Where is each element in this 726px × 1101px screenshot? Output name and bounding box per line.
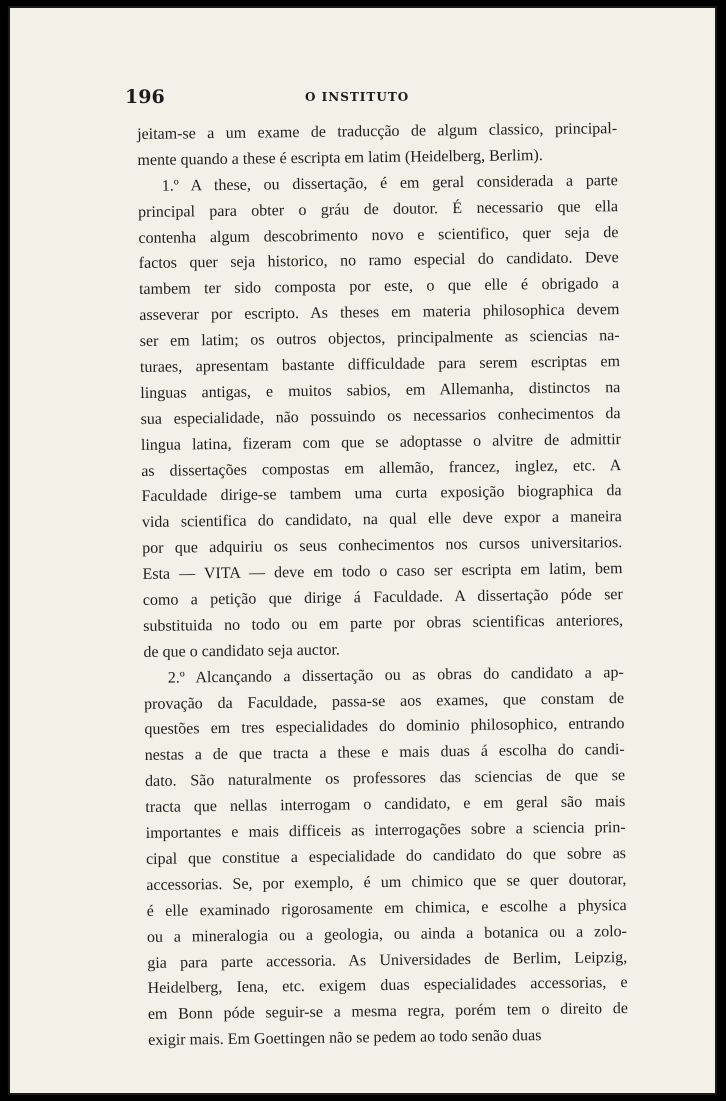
text-line: as dissertações compostas em allemão, francez, inglez, etc. A bbox=[141, 456, 622, 480]
text-line: 1.º A these, ou dissertação, é em geral considerada a parte bbox=[161, 171, 618, 195]
text-line: vida scientifica do candidato, na qual elle deve expor a maneira bbox=[141, 508, 622, 532]
text-line: tracta que nellas interrogam o candidato, e em geral são mais bbox=[145, 793, 626, 817]
text-line: nestas a de que tracta a these e mais duas á escolha do candi- bbox=[144, 741, 625, 765]
text-line: ser em latim; os outros objectos, principalmente as sciencias na- bbox=[139, 327, 620, 351]
text-line: de que o candidato seja auctor. bbox=[143, 641, 340, 661]
page-header bbox=[125, 86, 625, 110]
text-line: Heidelberg, Iena, etc. exigem duas especialidades accessorias, e bbox=[147, 974, 628, 998]
text-line: 2.º Alcançando a dissertação ou as obras do candidato a ap- bbox=[167, 663, 624, 687]
text-line: por que adquiriu os seus conhecimentos nos cursos universitarios. bbox=[142, 534, 623, 558]
text-line: sua especialidade, não possuindo os necessarios conhecimentos da bbox=[140, 404, 621, 428]
text-line: lingua latina, fizeram com que se adoptasse o alvitre de admittir bbox=[140, 430, 622, 454]
text-line: exigir mais. Em Goettingen não se pedem ao todo senão duas bbox=[148, 1027, 542, 1050]
body-text bbox=[137, 116, 628, 1054]
text-line: ou a mineralogia ou a geologia, ou ainda a botanica ou a zolo- bbox=[146, 922, 628, 946]
text-line: em Bonn póde seguir-se a mesma regra, porém tem o direito de bbox=[147, 1000, 628, 1024]
text-line: asseverar por escripto. As theses em materia philosophica devem bbox=[139, 301, 620, 325]
text-line: accessorias. Se, por exemplo, é um chimico que se quer doutorar, bbox=[146, 870, 627, 894]
text-line: é elle examinado rigorosamente em chimica, e escolhe a physica bbox=[146, 896, 627, 920]
text-line: Esta — VITA — deve em todo o caso ser escripta em latim, bem bbox=[142, 560, 623, 584]
text-line: jeitam-se a um exame de traducção de algum classico, principal- bbox=[137, 120, 618, 143]
text-line: linguas antigas, e muitos sabios, em Allemanha, distinctos na bbox=[140, 379, 621, 402]
text-line: mente quando a these é escripta em latim (Heidelberg, Berlim). bbox=[137, 146, 543, 169]
text-line: importantes e mais difficeis as interrogações sobre a sciencia prin- bbox=[145, 819, 626, 842]
text-line: tambem ter sido composta por este, o que elle é obrigado a bbox=[138, 275, 620, 299]
text-line: principal para obter o gráu de doutor. É necessario que ella bbox=[137, 197, 619, 221]
text-line: gia para parte accessoria. As Universidades de Berlim, Leipzig, bbox=[147, 948, 628, 972]
running-title: O INSTITUTO bbox=[305, 90, 410, 104]
paragraph bbox=[138, 168, 624, 666]
text-line: contenha algum descobrimento novo e scientifico, quer seja de bbox=[138, 223, 619, 247]
text-line: Faculdade dirige-se tambem uma curta exposição biographica da bbox=[141, 482, 622, 506]
text-line: substituida no todo ou em parte por obras scientificas anteriores, bbox=[143, 612, 624, 635]
paragraph bbox=[137, 116, 618, 174]
paragraph bbox=[144, 660, 629, 1054]
text-line: factos quer seja historico, no ramo especial do candidato. Deve bbox=[138, 249, 619, 273]
text-line: questões em tres especialidades do dominio philosophico, entrando bbox=[144, 715, 625, 739]
text-line: provação da Faculdade, passa-se aos exames, que constam de bbox=[144, 689, 625, 713]
page-number: 196 bbox=[125, 86, 165, 108]
text-line: dato. São naturalmente os professores das sciencias de que se bbox=[144, 767, 626, 791]
text-line: como a petição que dirige á Faculdade. A dissertação póde ser bbox=[142, 586, 623, 609]
text-line: cipal que constitue a especialidade do candidato do que sobre as bbox=[145, 845, 627, 868]
text-line: turaes, apresentam bastante difficuldade para serem escriptas em bbox=[139, 353, 621, 376]
